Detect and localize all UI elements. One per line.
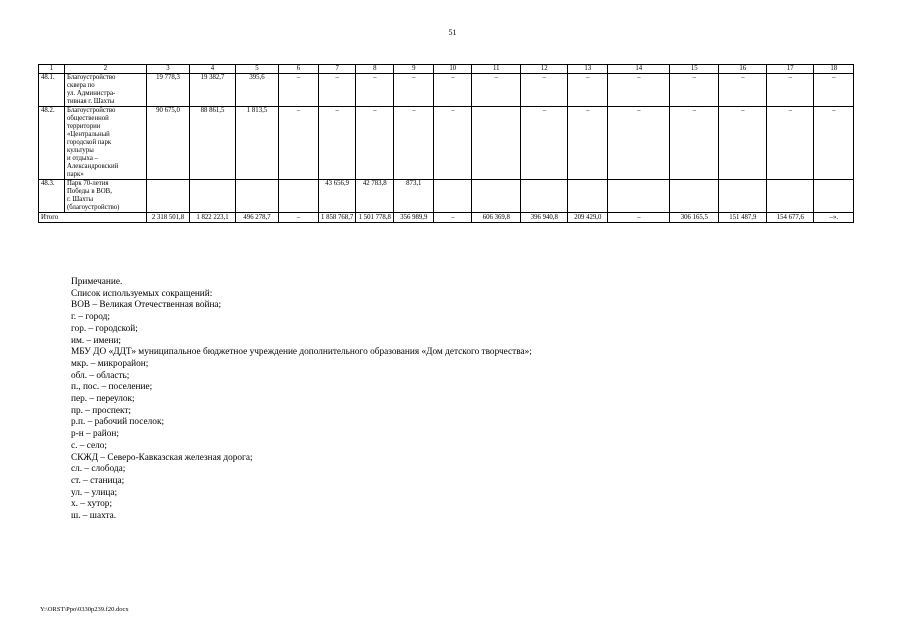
table-cell: 90 675,0: [147, 107, 190, 180]
table-cell: 19 382,7: [190, 74, 236, 107]
table-cell: –: [472, 74, 521, 107]
row-number: 48.2.: [39, 107, 65, 180]
table-cell: –: [814, 74, 854, 107]
table-cell: –: [568, 107, 608, 180]
column-number: 9: [394, 65, 434, 74]
row-name-line: Парк 70-летия: [67, 180, 109, 187]
column-number: 14: [608, 65, 670, 74]
column-number: 6: [279, 65, 319, 74]
column-number: 18: [814, 65, 854, 74]
table-cell: –: [814, 107, 854, 180]
table-cell: 19 778,3: [147, 74, 190, 107]
note-line: пер. – переулок;: [71, 394, 135, 405]
note-line: пр. – проспект;: [71, 405, 132, 416]
note-line: мкр. – микрорайон;: [71, 358, 149, 369]
total-cell: 151 487,9: [719, 213, 767, 223]
table-cell: –: [767, 74, 814, 107]
table-cell: –: [670, 107, 719, 180]
table-cell: –: [521, 107, 568, 180]
table-cell: 88 861,5: [190, 107, 236, 180]
page-number: 51: [448, 28, 457, 37]
table-cell: –: [719, 74, 767, 107]
note-line: ст. – станица;: [71, 475, 125, 486]
table-cell: [608, 180, 670, 213]
table-cell: –: [356, 74, 394, 107]
table-cell: –: [394, 107, 434, 180]
row-name-line: «Центральный: [67, 131, 110, 138]
column-number: 16: [719, 65, 767, 74]
note-line: ул. – улица;: [71, 487, 118, 498]
column-number: 7: [319, 65, 356, 74]
table-cell: [719, 180, 767, 213]
column-number: 12: [521, 65, 568, 74]
table-cell: 395,6: [236, 74, 279, 107]
table-cell: [236, 180, 279, 213]
total-row: [39, 213, 854, 223]
total-cell: 154 677,6: [767, 213, 814, 223]
column-number: 11: [472, 65, 521, 74]
total-cell: 209 429,0: [568, 213, 608, 223]
row-name-line: территории: [67, 123, 101, 130]
data-table: [38, 64, 854, 223]
note-line: х. – хутор;: [71, 499, 113, 510]
table-cell: 42 783,8: [356, 180, 394, 213]
total-label: Итого: [39, 213, 147, 223]
column-number: 1: [39, 65, 65, 74]
footer-file-path: Y:\ORST\Ppo\0330p239.f20.docx: [40, 606, 129, 613]
table-cell: –: [521, 74, 568, 107]
column-number: 5: [236, 65, 279, 74]
note-line: р-н – район;: [71, 429, 119, 440]
row-name-line: (благоустройство): [67, 204, 120, 211]
note-line: гор. – городской;: [71, 323, 138, 334]
note-line: Список используемых сокращений:: [71, 288, 213, 299]
note-line: обл. – область;: [71, 370, 130, 381]
table-cell: [472, 107, 521, 180]
row-name-line: общественной: [67, 115, 109, 122]
row-name-line: г. Шахты: [67, 196, 94, 203]
row-name: [65, 180, 147, 213]
table-cell: –: [394, 74, 434, 107]
row-name-line: парк»: [67, 171, 84, 178]
row-name-line: городской парк: [67, 139, 112, 146]
row-name-line: Благоустройство: [67, 107, 116, 114]
table-cell: –: [319, 74, 356, 107]
table-cell: [568, 180, 608, 213]
row-number: 48.3.: [39, 180, 65, 213]
column-number: 13: [568, 65, 608, 74]
total-cell: 2 318 501,8: [147, 213, 190, 223]
total-cell: 356 989,9: [394, 213, 434, 223]
table-cell: [670, 180, 719, 213]
column-number: 4: [190, 65, 236, 74]
table-row: [39, 180, 854, 213]
total-cell: 396 940,8: [521, 213, 568, 223]
row-name: [65, 107, 147, 180]
row-name-line: ул. Администра-: [67, 90, 116, 97]
row-name-line: Победы в ВОВ,: [67, 188, 112, 195]
note-line: ш. – шахта.: [71, 511, 117, 522]
note-line: МБУ ДО «ДДТ» муниципальное бюджетное учреждение дополнительного образования «Дом детского творчества»;: [71, 347, 532, 358]
table-cell: [814, 180, 854, 213]
note-line: ВОВ – Великая Отечественная война;: [71, 300, 222, 311]
column-number: 17: [767, 65, 814, 74]
table-row: [39, 107, 854, 180]
table-cell: –: [608, 74, 670, 107]
row-name-line: культуры: [67, 147, 94, 154]
row-name: [65, 74, 147, 107]
table-cell: –: [608, 107, 670, 180]
table-cell: –: [279, 107, 319, 180]
row-name-line: сквера по: [67, 82, 95, 89]
total-cell: 606 369,8: [472, 213, 521, 223]
total-cell: 1 501 778,8: [356, 213, 394, 223]
total-cell: –».: [814, 213, 854, 223]
total-cell: –: [279, 213, 319, 223]
total-cell: –: [608, 213, 670, 223]
notes-block: [71, 277, 532, 523]
table-cell: [434, 180, 472, 213]
table-cell: –: [670, 74, 719, 107]
column-number: 2: [65, 65, 147, 74]
note-line: им. – имени;: [71, 335, 121, 346]
total-cell: 306 165,5: [670, 213, 719, 223]
table-cell: –: [434, 74, 472, 107]
table-cell: 873,1: [394, 180, 434, 213]
column-number-row: [39, 65, 854, 74]
column-number: 8: [356, 65, 394, 74]
row-name-line: Александровский: [67, 163, 119, 170]
table-cell: [147, 180, 190, 213]
note-line: р.п. – рабочий поселок;: [71, 417, 165, 428]
note-line: сл. – слобода;: [71, 464, 126, 475]
table-cell: –: [279, 74, 319, 107]
table-cell: [767, 180, 814, 213]
table-cell: –: [356, 107, 394, 180]
total-cell: 496 278,7: [236, 213, 279, 223]
note-line: п., пос. – поселение;: [71, 382, 153, 393]
table-cell: [279, 180, 319, 213]
column-number: 3: [147, 65, 190, 74]
column-number: 15: [670, 65, 719, 74]
note-line: г. – город;: [71, 312, 110, 323]
table-cell: –: [434, 107, 472, 180]
table-cell: 1 813,5: [236, 107, 279, 180]
table-cell: [521, 180, 568, 213]
row-name-line: Благоустройство: [67, 74, 116, 81]
row-number: 48.1.: [39, 74, 65, 107]
total-cell: 1 858 768,7: [319, 213, 356, 223]
note-line: Примечание.: [71, 277, 123, 287]
table-cell: [190, 180, 236, 213]
row-name-line: тивная г. Шахты: [67, 98, 115, 105]
table-cell: 43 656,9: [319, 180, 356, 213]
table-cell: –: [719, 107, 767, 180]
table-cell: –: [767, 107, 814, 180]
table-cell: –: [319, 107, 356, 180]
note-line: с. – село;: [71, 440, 107, 451]
column-number: 10: [434, 65, 472, 74]
note-line: СКЖД – Северо-Кавказская железная дорога;: [71, 452, 253, 463]
total-cell: –: [434, 213, 472, 223]
table-cell: [472, 180, 521, 213]
total-cell: 1 822 223,1: [190, 213, 236, 223]
table-cell: –: [568, 74, 608, 107]
table-row: [39, 74, 854, 107]
row-name-line: и отдыха –: [67, 155, 98, 162]
